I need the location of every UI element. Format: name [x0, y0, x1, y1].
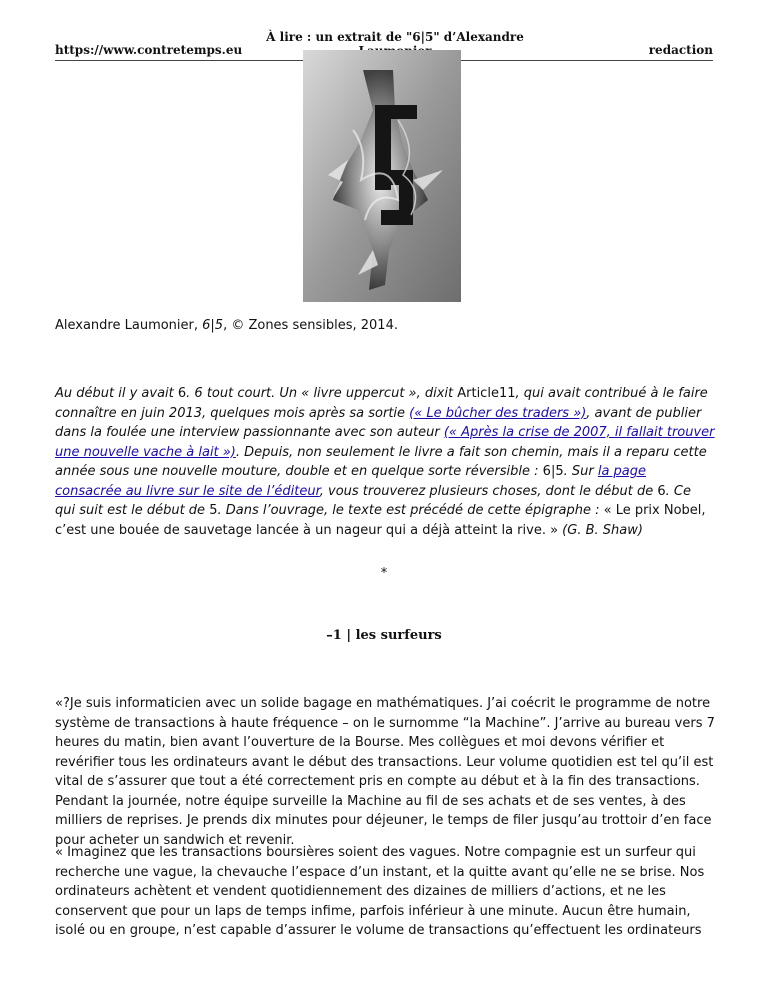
- epigraph-attribution: (G. B. Shaw): [558, 522, 643, 538]
- intro-text: . 6 tout court. Un « livre uppercut », dixit: [186, 386, 458, 401]
- intro-text: . Ce qui suit est le début de: [55, 483, 691, 518]
- link-bucher-des-traders[interactable]: (« Le bûcher des traders »): [409, 405, 587, 421]
- epigraph-quote: « Le prix Nobel, c’est une bouée de sauvetage lancée à un nageur qui a déjà atteint la rive. »: [55, 503, 706, 538]
- site-url[interactable]: https://www.contretemps.eu: [55, 43, 243, 57]
- intro-text: . Depuis, non seulement le livre a fait son chemin, mais il a reparu cette année sous une nouvelle mouture, double et en quelque sorte réversible :: [55, 444, 707, 479]
- intro-text: . Dans l’ouvrage, le texte est précédé de cette épigraphe :: [217, 503, 604, 518]
- section-separator: *: [380, 566, 388, 581]
- article-title: À lire : un extrait de "6|5" d’Alexandre: [266, 30, 524, 44]
- intro-text: , avant de publier dans la foulée une interview passionnante avec son auteur: [55, 405, 702, 440]
- link-editeur-page[interactable]: la page consacrée au livre sur le site de l’éditeur: [55, 464, 647, 499]
- intro-book-6: 6: [657, 483, 666, 499]
- book-cover-illustration: [303, 50, 461, 302]
- body-paragraph: «?Je suis informaticien avec un solide bagage en mathématiques. J’ai coécrit le programme de notre système de transactions à haute fréquence – on le surnomme “la Machine”. J’arrive au bureau vers 7 heures du matin, bien avant l’ouverture de la Bourse. Mes collègues et moi devons vérifier et revérifier tous les ordinateurs avant le début des transactions. Leur volume quotidien est tel qu’il est vital de s’assurer que tout a été correctement pris en compte au début et à la fin des transactions. Pendant la journée, notre équipe surveille la Machine au fil de ses achats et de ses ventes, à des milliers de reprises. Je prends dix minutes pour déjeuner, le temps de filer jusqu’au trottoir d’en face pour acheter un sandwich et revenir.: [55, 696, 715, 848]
- link-interview[interactable]: (« Après la crise de 2007, il fallait trouver une nouvelle vache à lait »): [55, 425, 715, 460]
- intro-text: Au début il y avait: [55, 386, 178, 401]
- book-cover-image: [303, 50, 461, 302]
- intro-book-65: 6|5: [542, 464, 564, 479]
- caption-book-title: 6|5: [202, 318, 224, 333]
- caption-author: Alexandre Laumonier,: [55, 318, 203, 333]
- intro-text: , vous trouverez plusieurs choses, dont le début de: [319, 483, 658, 499]
- author-name[interactable]: redaction: [648, 43, 713, 57]
- section-heading: –1 | les surfeurs: [326, 628, 442, 643]
- image-caption: [55, 318, 398, 333]
- intro-article11: Article11: [457, 386, 516, 401]
- caption-publisher: , © Zones sensibles, 2014.: [223, 318, 398, 333]
- intro-text: , qui avait contribué à le faire connaître en juin 2013, quelques mois après sa sortie: [55, 386, 708, 421]
- intro-book-6: 6: [177, 386, 187, 401]
- intro-book-5: 5: [209, 503, 218, 518]
- body-paragraph: « Imaginez que les transactions boursières soient des vagues. Notre compagnie est un surfeur qui recherche une vague, la chevauche l’espace d’un instant, et la quitte avant qu’elle ne se brise. Nos ordinateurs achètent et vendent quotidiennement des dizaines de milliers d’actions, et ne les conservent que pour un laps de temps infime, parfois inférieur à une minute. Aucun être humain, isolé ou en groupe, n’est capable d’assurer le volume de transactions qu’effectuent les ordinateurs: [55, 845, 705, 938]
- intro-text: . Sur: [563, 464, 598, 479]
- intro-paragraph: [55, 384, 715, 540]
